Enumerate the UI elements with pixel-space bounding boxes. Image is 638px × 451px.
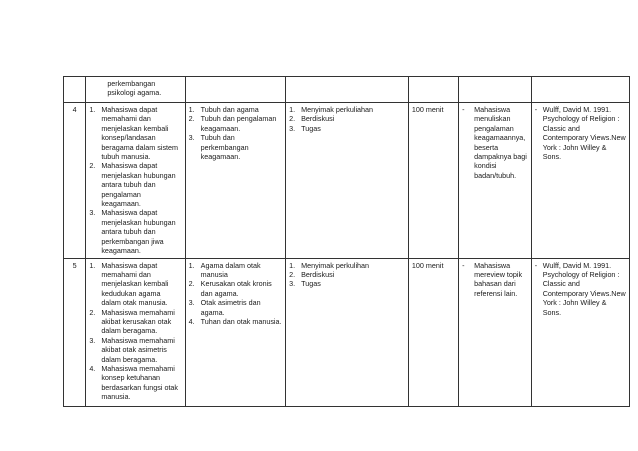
cell-time bbox=[408, 77, 458, 103]
objective-item: 1. Mahasiswa dapat memahami dan menjelaskan kembali kedudukan agama dalam otak manusia. bbox=[89, 260, 169, 308]
reference-text: Wulff, David M. 1991. Psychology of Religion : Classic and Contemporary Views.New York : John Willey & Sons. bbox=[542, 105, 626, 162]
method-item: 1. Menyimak perkuliahan bbox=[289, 105, 374, 114]
material-item: 3. Tubuh dan perkembangan keagamaan. bbox=[188, 133, 249, 162]
material-item: 2. Tubuh dan pengalaman keagamaan. bbox=[188, 114, 277, 133]
syllabus-table bbox=[63, 76, 630, 407]
cell-no: 5 bbox=[64, 258, 86, 406]
method-item: 1. Menyimak perkulihan bbox=[289, 260, 370, 270]
material-item: 2. Kerusakan otak kronis dan agama. bbox=[188, 279, 272, 298]
cell-methods bbox=[286, 77, 409, 103]
cell-time: 100 menit bbox=[408, 103, 458, 259]
cell-materials bbox=[185, 77, 285, 103]
method-item: 2. Berdiskusi bbox=[289, 114, 335, 124]
cell-materials bbox=[185, 103, 285, 259]
cell-objectives bbox=[86, 77, 185, 103]
cell-methods bbox=[286, 258, 409, 406]
cell-no bbox=[64, 77, 86, 103]
cell-reference bbox=[531, 258, 629, 406]
dash-bullet: - bbox=[534, 105, 538, 114]
cell-reference bbox=[531, 103, 629, 259]
assessment-text: Mahasiswa menuliskan pengalaman keagamaannya, beserta dampaknya bagi kondisi badan/tubuh. bbox=[474, 105, 527, 180]
dash-bullet: - bbox=[534, 260, 538, 270]
cell-no: 4 bbox=[64, 103, 86, 259]
material-item: 1. Agama dalam otak manusia bbox=[188, 260, 261, 279]
cell-time: 100 menit bbox=[408, 258, 458, 406]
cell-assessment bbox=[459, 258, 532, 406]
method-item: 2. Berdiskusi bbox=[289, 269, 335, 279]
cell-methods bbox=[286, 103, 409, 259]
objective-item: 3. Mahasiswa dapat menjelaskan hubungan antara tubuh dan perkembangan jiwa keagamaan. bbox=[89, 208, 176, 256]
material-item: 3. Otak asimetris dan agama. bbox=[188, 298, 261, 317]
dash-bullet: - bbox=[462, 260, 465, 270]
objective-item: 4. Mahasiswa memahami konsep ketuhanan berdasarkan fungsi otak manusia. bbox=[89, 363, 179, 402]
continuation-line-2: psikologi agama. bbox=[107, 88, 162, 98]
table-row-session-5 bbox=[64, 258, 630, 406]
cell-assessment bbox=[459, 77, 532, 103]
method-item: 3. Tugas bbox=[289, 279, 321, 289]
material-item: 4. Tuhan dan otak manusia. bbox=[188, 316, 282, 326]
material-item: 1. Tubuh dan agama bbox=[188, 105, 259, 114]
continuation-line-1: perkembangan bbox=[107, 79, 156, 88]
cell-materials bbox=[185, 258, 285, 406]
table-row-session-4 bbox=[64, 103, 630, 259]
cell-objectives bbox=[86, 258, 185, 406]
objective-item: 1. Mahasiswa dapat memahami dan menjelaskan kembali konsep/landasan beragama dalam sistem tubuh manusia. bbox=[89, 105, 179, 162]
assessment-text: Mahasiswa mereview topik bahasan dari referensi lain. bbox=[474, 260, 523, 298]
objective-item: 2. Mahasiswa dapat menjelaskan hubungan antara tubuh dan pengalaman keagamaan. bbox=[89, 161, 176, 209]
objective-item: 2. Mahasiswa memahami akibat kerusakan otak dalam beragama. bbox=[89, 307, 175, 336]
cell-objectives bbox=[86, 103, 185, 259]
dash-bullet: - bbox=[462, 105, 465, 114]
cell-assessment bbox=[459, 103, 532, 259]
reference-text: Wulff, David M. 1991. Psychology of Religion : Classic and Contemporary Views.New York : John Willey & Sons. bbox=[542, 260, 626, 317]
method-item: 3. Tugas bbox=[289, 123, 321, 133]
cell-reference bbox=[531, 77, 629, 103]
table-row-continuation bbox=[64, 77, 630, 103]
objective-item: 3. Mahasiswa memahami akibat otak asimetris dalam beragama. bbox=[89, 335, 175, 364]
